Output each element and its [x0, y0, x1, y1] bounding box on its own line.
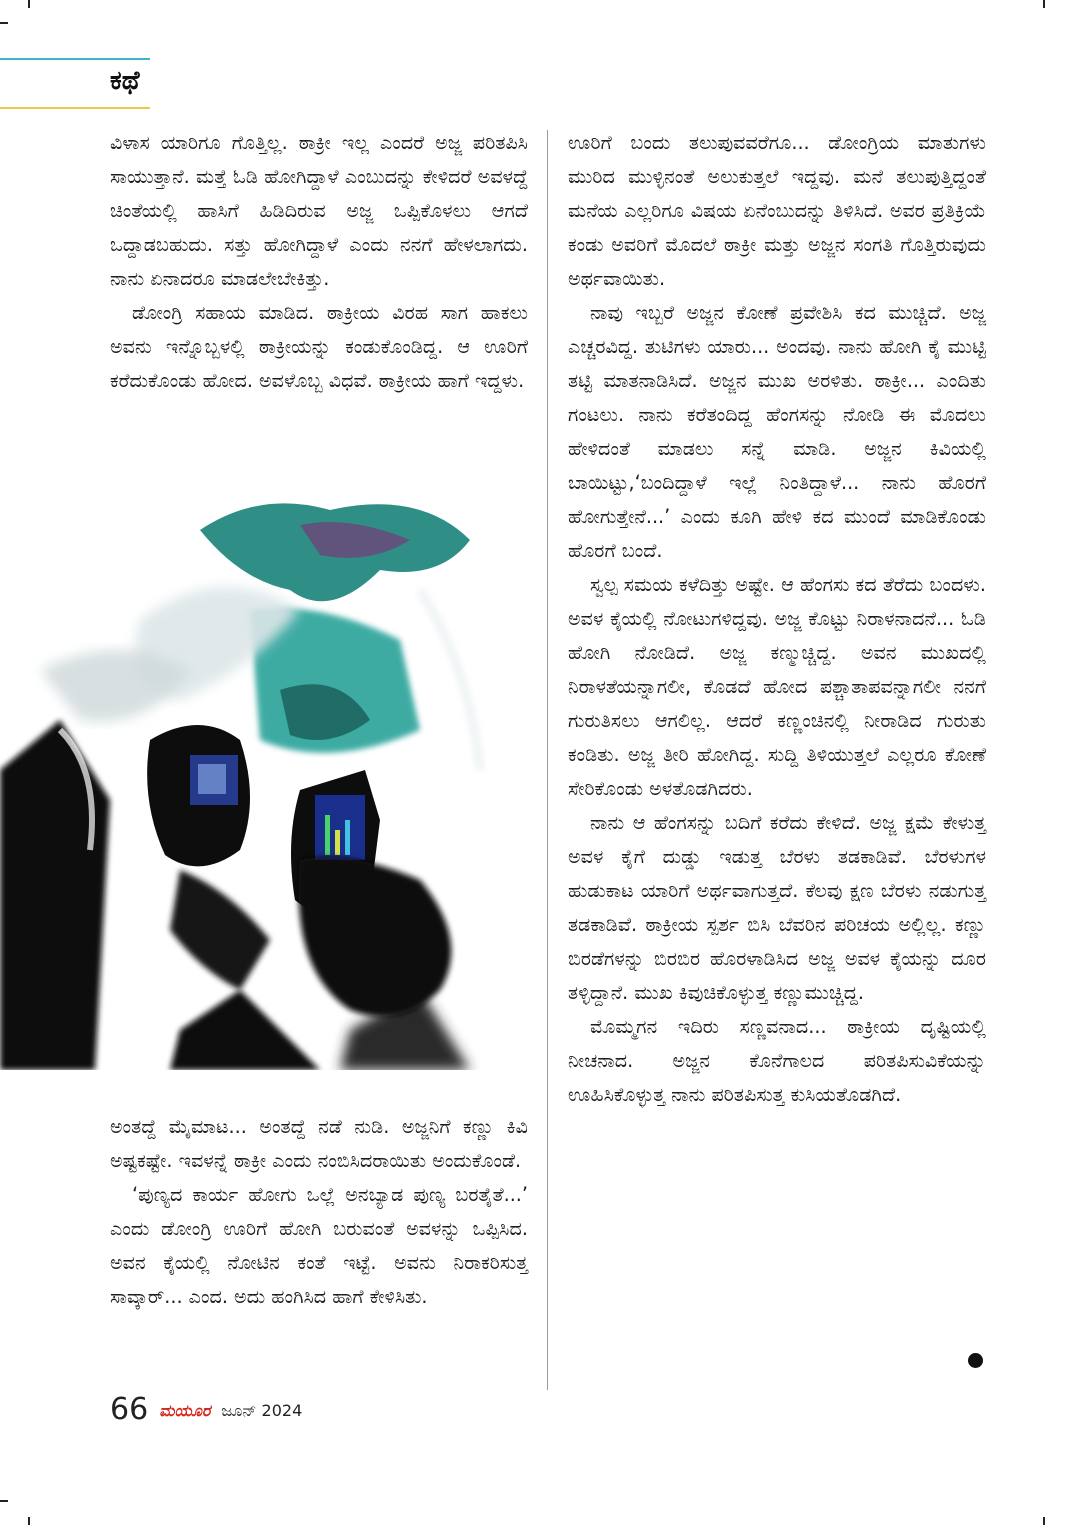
paragraph: ಊರಿಗೆ ಬಂದು ತಲುಪುವವರೆಗೂ... ಡೋಂಗ್ರಿಯ ಮಾತುಗಳು ಮುರಿದ ಮುಳ್ಳಿನಂತೆ ಅಲುಕುತ್ತಲೆ ಇದ್ದವು. ಮನೆ ತಲುಪುತ್ತಿದ್ದಂತೆ ಮನೆಯ ಎಲ್ಲರಿಗೂ ವಿಷಯ ಏನೆಂಬುದನ್ನು ತಿಳಿಸಿದೆ. ಅವರ ಪ್ರತಿಕ್ರಿಯೆ ಕಂಡು ಅವರಿಗೆ ಮೊದಲೆ ಠಾಕ್ರೀ ಮತ್ತು ಅಜ್ಜನ ಸಂಗತಿ ಗೊತ್ತಿರುವುದು ಅರ್ಥವಾಯಿತು.	[568, 131, 986, 290]
crop-mark	[0, 1500, 8, 1502]
paragraph: ‘ಪುಣ್ಯದ ಕಾರ್ಯ ಹೋಗು ಒಲ್ಲೆ ಅನಬ್ಯಾಡ ಪುಣ್ಯ ಬರತೈತೆ...’ ಎಂದು ಡೋಂಗ್ರಿ ಊರಿಗೆ ಹೋಗಿ ಬರುವಂತೆ ಅವಳನ್ನು ಒಪ್ಪಿಸಿದ. ಅವನ ಕೈಯಲ್ಲಿ ನೋಟಿನ ಕಂತೆ ಇಟ್ಟೆ. ಅವನು ನಿರಾಕರಿಸುತ್ತ ಸಾವ್ಕಾರ್... ಎಂದ. ಅದು ಹಂಗಿಸಿದ ಹಾಗೆ ಕೇಳಿಸಿತು.	[110, 1183, 528, 1308]
section-rule-bottom	[0, 107, 150, 109]
issue-date: ಜೂನ್ 2024	[221, 1401, 303, 1420]
paragraph: ನಾವು ಇಬ್ಬರೆ ಅಜ್ಜನ ಕೋಣೆ ಪ್ರವೇಶಿಸಿ ಕದ ಮುಚ್ಚಿದೆ. ಅಜ್ಜ ಎಚ್ಚರವಿದ್ದ. ತುಟಿಗಳು ಯಾರು... ಅಂದವು. ನಾನು ಹೋಗಿ ಕೈ ಮುಟ್ಟಿ ತಟ್ಟಿ ಮಾತನಾಡಿಸಿದೆ. ಅಜ್ಜನ ಮುಖ ಅರಳಿತು. ಠಾಕ್ರೀ... ಎಂದಿತು ಗಂಟಲು. ನಾನು ಕರೆತಂದಿದ್ದ ಹೆಂಗಸನ್ನು ನೋಡಿ ಈ ಮೊದಲು ಹೇಳಿದಂತೆ ಮಾಡಲು ಸನ್ನೆ ಮಾಡಿ. ಅಜ್ಜನ ಕಿವಿಯಲ್ಲಿ ಬಾಯಿಟ್ಟು,‘ಬಂದಿದ್ದಾಳೆ ಇಲ್ಲೆ ನಿಂತಿದ್ದಾಳೆ... ನಾನು ಹೊರಗೆ ಹೋಗುತ್ತೇನೆ...’ ಎಂದು ಕೂಗಿ ಹೇಳಿ ಕದ ಮುಂದೆ ಮಾಡಿಕೊಂಡು ಹೊರಗೆ ಬಂದೆ.	[568, 301, 986, 562]
paragraph: ಮೊಮ್ಮಗನ ಇದಿರು ಸಣ್ಣವನಾದ... ಠಾಕ್ರೀಯ ದೃಷ್ಟಿಯಲ್ಲಿ ನೀಚನಾದ. ಅಜ್ಜನ ಕೊನೆಗಾಲದ ಪರಿತಪಿಸುವಿಕೆಯನ್ನು ಊಹಿಸಿಕೊಳ್ಳುತ್ತ ನಾನು ಪರಿತಪಿಸುತ್ತ ಕುಸಿಯತೊಡಗಿದೆ.	[568, 1015, 986, 1106]
paragraph: ನಾನು ಆ ಹೆಂಗಸನ್ನು ಬದಿಗೆ ಕರೆದು ಕೇಳಿದೆ. ಅಜ್ಜ ಕ್ಷಮೆ ಕೇಳುತ್ತ ಅವಳ ಕೈಗೆ ದುಡ್ಡು ಇಡುತ್ತ ಬೆರಳು ತಡಕಾಡಿವೆ. ಬೆರಳುಗಳ ಹುಡುಕಾಟ ಯಾರಿಗೆ ಅರ್ಥವಾಗುತ್ತದೆ. ಕೆಲವು ಕ್ಷಣ ಬೆರಳು ನಡುಗುತ್ತ ತಡಕಾಡಿವೆ. ಠಾಕ್ರೀಯ ಸ್ಪರ್ಶ ಬಿಸಿ ಬೆವರಿನ ಪರಿಚಯ ಅಲ್ಲಿಲ್ಲ. ಕಣ್ಣು ಬಿರಡೆಗಳನ್ನು ಬಿರಬಿರ ಹೊರಳಾಡಿಸಿದ ಅಜ್ಜ ಅವಳ ಕೈಯನ್ನು ದೂರ ತಳ್ಳಿದ್ದಾನೆ. ಮುಖ ಕಿವುಚಿಕೊಳ್ಳುತ್ತ ಕಣ್ಣುಮುಚ್ಚಿದ್ದ.	[568, 811, 986, 1004]
column-divider	[547, 130, 548, 1390]
paragraph: ಅಂತದ್ದೆ ಮೈಮಾಟ... ಅಂತದ್ದೆ ನಡೆ ನುಡಿ. ಅಜ್ಜನಿಗೆ ಕಣ್ಣು ಕಿವಿ ಅಷ್ಟಕಷ್ಟೇ. ಇವಳನ್ನೆ ಠಾಕ್ರೀ ಎಂದು ನಂಬಿಸಿದರಾಯಿತು ಅಂದುಕೊಂಡೆ.	[110, 1115, 528, 1172]
crop-mark	[1043, 1517, 1045, 1525]
crop-mark	[28, 1517, 30, 1525]
paragraph: ಡೋಂಗ್ರಿ ಸಹಾಯ ಮಾಡಿದ. ಠಾಕ್ರೀಯ ವಿರಹ ಸಾಗ ಹಾಕಲು ಅವನು ಇನ್ನೊಬ್ಬಳಲ್ಲಿ ಠಾಕ್ರೀಯನ್ನು ಕಂಡುಕೊಂಡಿದ್ದ. ಆ ಊರಿಗೆ ಕರೆದುಕೊಂಡು ಹೋದ. ಅವಳೊಬ್ಬ ವಿಧವೆ. ಠಾಕ್ರೀಯ ಹಾಗೆ ಇದ್ದಳು.	[110, 301, 528, 392]
page-footer	[110, 1392, 302, 1427]
crop-mark	[0, 22, 8, 24]
left-column-top	[110, 126, 528, 398]
paragraph: ವಿಳಾಸ ಯಾರಿಗೂ ಗೊತ್ತಿಲ್ಲ. ಠಾಕ್ರೀ ಇಲ್ಲ ಎಂದರೆ ಅಜ್ಜ ಪರಿತಪಿಸಿ ಸಾಯುತ್ತಾನೆ. ಮತ್ತೆ ಓಡಿ ಹೋಗಿದ್ದಾಳೆ ಎಂಬುದನ್ನು ಕೇಳಿದರೆ ಅವಳದ್ದೆ ಚಿಂತೆಯಲ್ಲಿ ಹಾಸಿಗೆ ಹಿಡಿದಿರುವ ಅಜ್ಜ ಒಪ್ಪಿಕೊಳಲು ಆಗದೆ ಒದ್ದಾಡಬಹುದು. ಸತ್ತು ಹೋಗಿದ್ದಾಳೆ ಎಂದು ನನಗೆ ಹೇಳಲಾಗದು. ನಾನು ಏನಾದರೂ ಮಾಡಲೇಬೇಕಿತ್ತು.	[110, 131, 528, 290]
story-illustration	[0, 470, 500, 1070]
story-end-bullet-icon	[968, 1353, 983, 1368]
section-rule-top	[0, 58, 150, 60]
crop-mark	[1043, 0, 1045, 8]
magazine-logo: ಮಯೂರ	[159, 1401, 211, 1420]
page-number: 66	[110, 1392, 149, 1427]
crop-mark	[28, 0, 30, 8]
right-column	[568, 126, 986, 1112]
paragraph: ಸ್ವಲ್ಪ ಸಮಯ ಕಳೆದಿತ್ತು ಅಷ್ಟೇ. ಆ ಹೆಂಗಸು ಕದ ತೆರೆದು ಬಂದಳು. ಅವಳ ಕೈಯಲ್ಲಿ ನೋಟುಗಳಿದ್ದವು. ಅಜ್ಜ ಕೊಟ್ಟು ನಿರಾಳನಾದನೆ... ಓಡಿ ಹೋಗಿ ನೋಡಿದೆ. ಅಜ್ಜ ಕಣ್ಮುಚ್ಚಿದ್ದ. ಅವನ ಮುಖದಲ್ಲಿ ನಿರಾಳತೆಯನ್ನಾಗಲೀ, ಕೊಡದೆ ಹೋದ ಪಶ್ಚಾತಾಪವನ್ನಾಗಲೀ ನನಗೆ ಗುರುತಿಸಲು ಆಗಲಿಲ್ಲ. ಆದರೆ ಕಣ್ಣಂಚಿನಲ್ಲಿ ನೀರಾಡಿದ ಗುರುತು ಕಂಡಿತು. ಅಜ್ಜ ತೀರಿ ಹೋಗಿದ್ದ. ಸುದ್ದಿ ತಿಳಿಯುತ್ತಲೆ ಎಲ್ಲರೂ ಕೋಣೆ ಸೇರಿಕೊಂಡು ಅಳತೊಡಗಿದರು.	[568, 573, 986, 800]
section-title: ಕಥೆ	[110, 66, 140, 96]
left-column-bottom	[110, 1110, 528, 1314]
